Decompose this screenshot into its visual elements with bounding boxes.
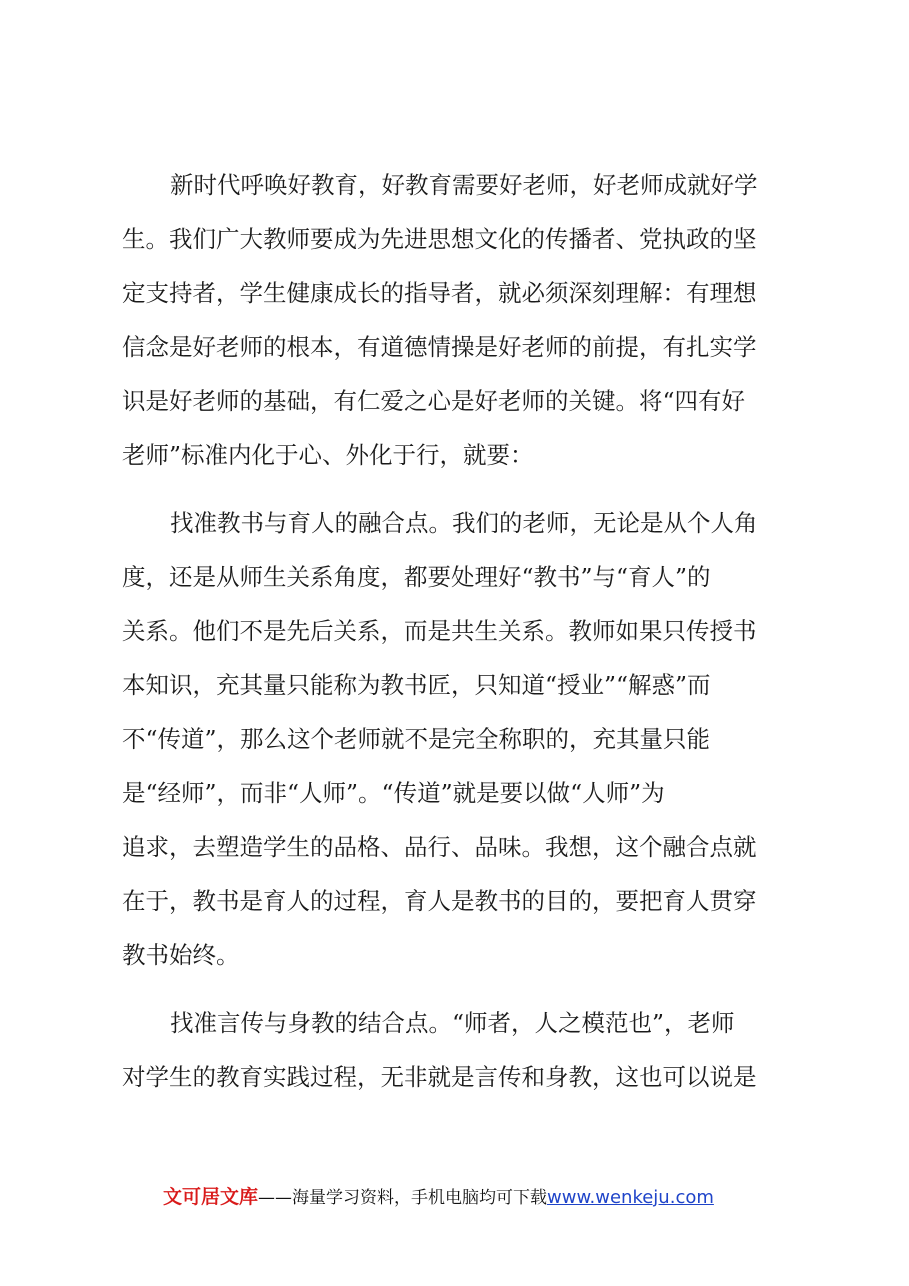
text-line: [0, 165, 909, 205]
line-text: 不“传道”，那么这个老师就不是完全称职的，充其量只能: [122, 725, 711, 753]
line-text: 对学生的教育实践过程，无非就是言传和身教，这也可以说是: [122, 1063, 757, 1091]
footer-slogan: ——海量学习资料，手机电脑均可下载: [258, 1188, 548, 1208]
line-text: 找准教书与育人的融合点。我们的老师，无论是从个人角: [170, 509, 758, 537]
text-line: [0, 557, 909, 597]
footer-brand: 文可居文库: [163, 1186, 259, 1208]
line-text: 识是好老师的基础，有仁爱之心是好老师的关键。将“四有好: [122, 387, 746, 415]
text-line: [0, 1003, 909, 1043]
line-text: 信念是好老师的根本，有道德情操是好老师的前提，有扎实学: [122, 333, 757, 361]
text-line: [0, 219, 909, 259]
text-line: [0, 665, 909, 705]
line-text: 追求，去塑造学生的品格、品行、品味。我想，这个融合点就: [122, 833, 757, 861]
text-line: [0, 881, 909, 921]
line-text: 关系。他们不是先后关系，而是共生关系。教师如果只传授书: [122, 617, 757, 645]
text-line: [0, 273, 909, 313]
footer-url-link[interactable]: www.wenkeju.com: [547, 1187, 714, 1208]
line-text: 定支持者，学生健康成长的指导者，就必须深刻理解：有理想: [122, 279, 757, 307]
line-text: 老师”标准内化于心、外化于行，就要：: [122, 441, 534, 469]
line-text: 新时代呼唤好教育，好教育需要好老师，好老师成就好学: [170, 171, 758, 199]
line-text: 在于，教书是育人的过程，育人是教书的目的，要把育人贯穿: [122, 887, 757, 915]
line-text: 生。我们广大教师要成为先进思想文化的传播者、党执政的坚: [122, 225, 757, 253]
line-text: 是“经师”，而非“人师”。“传道”就是要以做“人师”为: [122, 779, 665, 807]
text-line: [0, 503, 909, 543]
footer-banner: [163, 1182, 714, 1212]
text-line: [0, 773, 909, 813]
line-text: 找准言传与身教的结合点。“师者，人之模范也”，老师: [170, 1009, 735, 1037]
line-text: 本知识，充其量只能称为教书匠，只知道“授业”“解惑”而: [122, 671, 711, 699]
line-text: 教书始终。: [122, 941, 240, 969]
line-text: 度，还是从师生关系角度，都要处理好“教书”与“育人”的: [122, 563, 711, 591]
text-line: [0, 381, 909, 421]
text-line: [0, 1057, 909, 1097]
text-line: [0, 827, 909, 867]
text-line: [0, 935, 909, 975]
text-line: [0, 611, 909, 651]
text-line: [0, 719, 909, 759]
text-line: [0, 327, 909, 367]
text-line: [0, 435, 909, 475]
